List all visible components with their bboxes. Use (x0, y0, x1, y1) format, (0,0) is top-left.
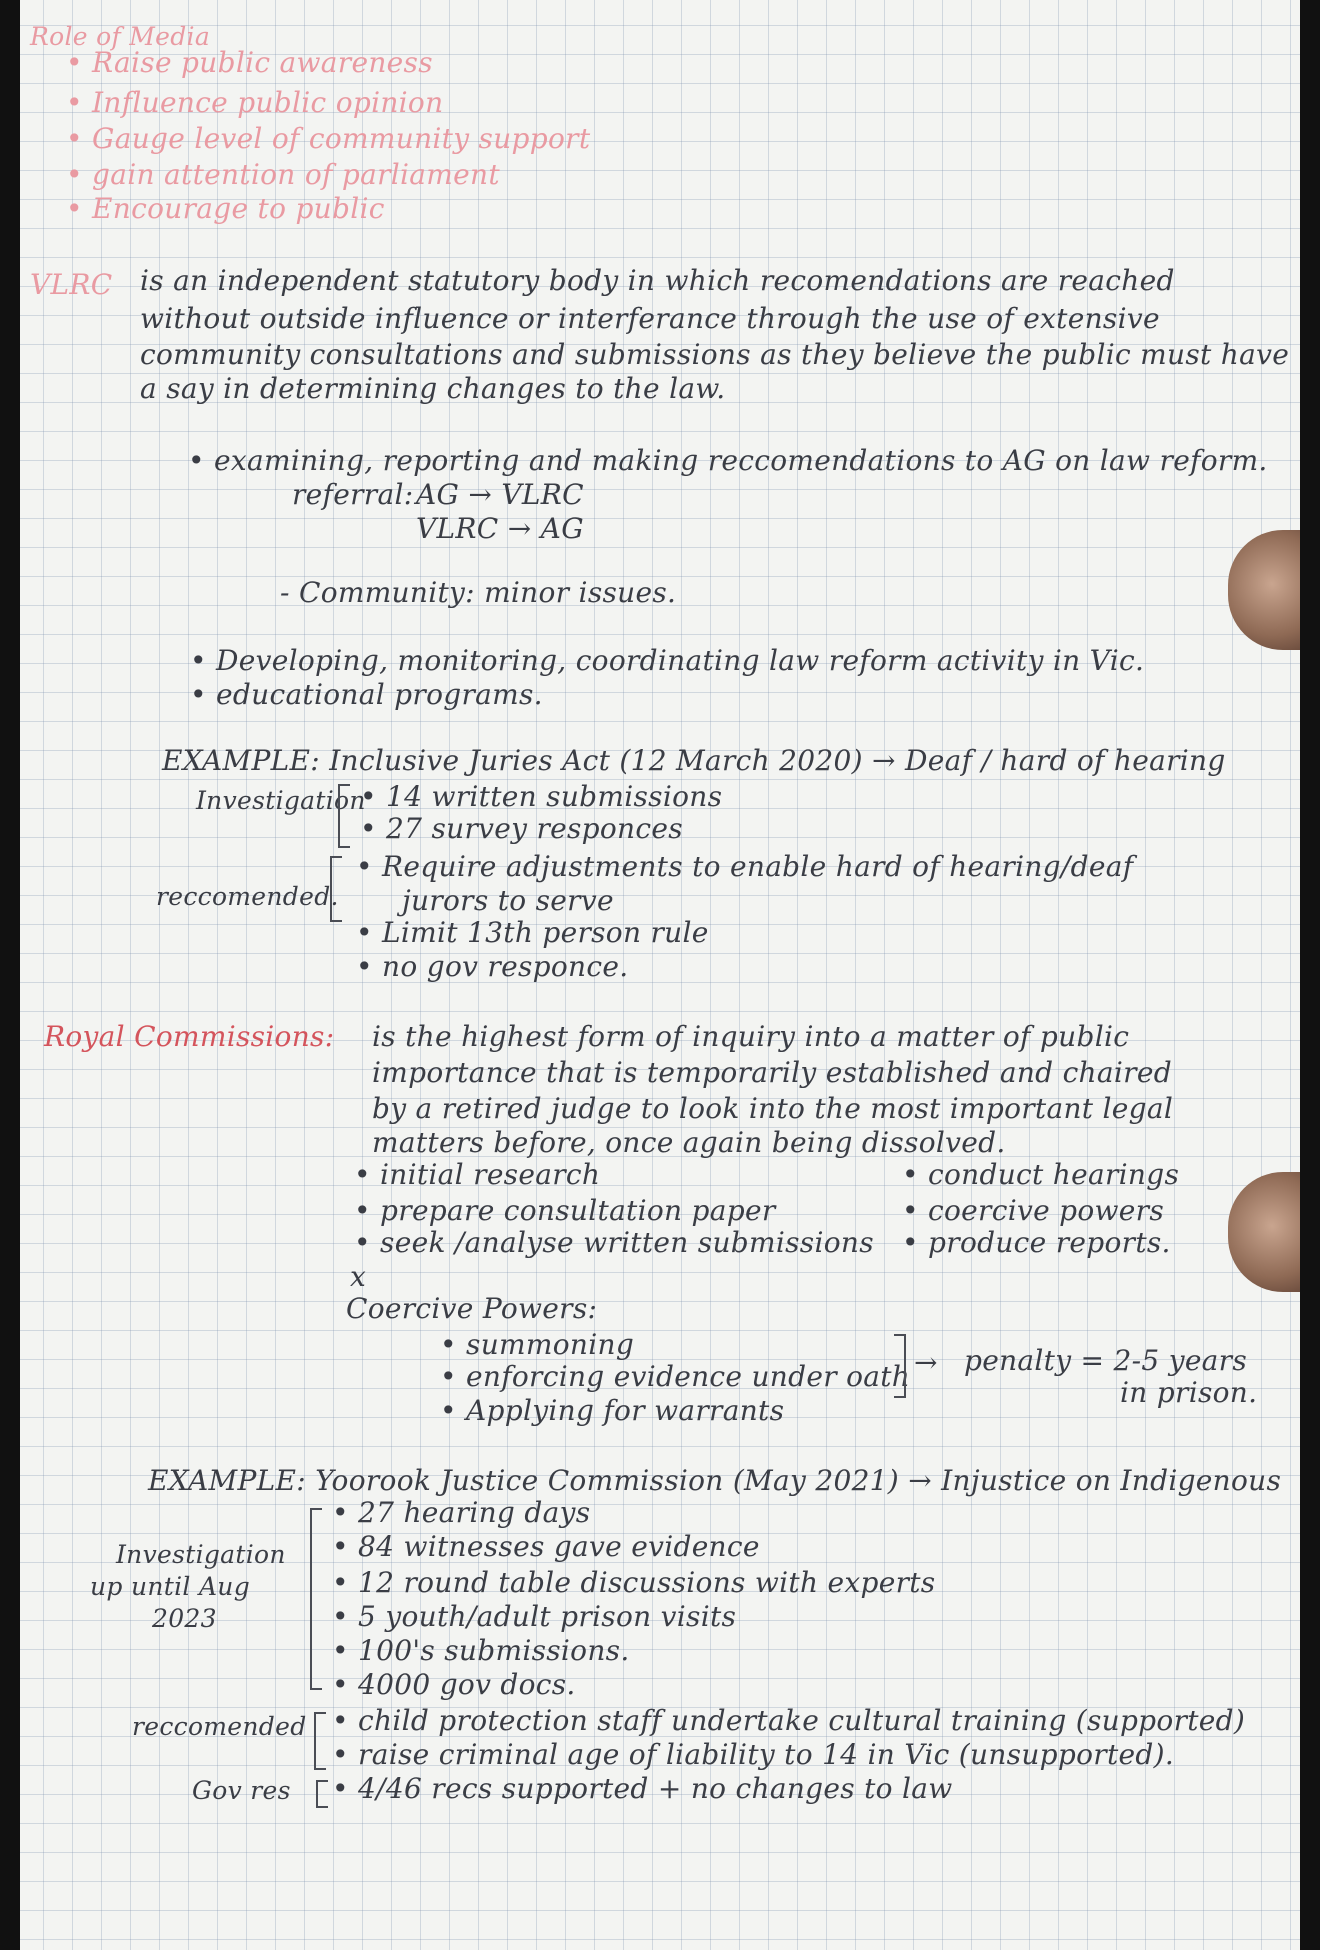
bracket (314, 1712, 326, 1770)
penalty-text: in prison. (1120, 1376, 1258, 1409)
recommended-item: • Require adjustments to enable hard of hearing/deaf (356, 852, 1133, 882)
gov-response-label: Gov res (192, 1776, 291, 1805)
recommended-item: • raise criminal age of liability to 14 in Vic (unsupported). (332, 1740, 1174, 1770)
investigation-item: • 100's submissions. (332, 1636, 630, 1666)
gov-response: • 4/46 recs supported + no changes to law (332, 1774, 953, 1804)
vlrc-role: • Developing, monitoring, coordinating law reform activity in Vic. (190, 646, 1144, 676)
media-item: • Raise public awareness (66, 48, 433, 78)
investigation-item: • 4000 gov docs. (332, 1670, 576, 1700)
example-title: Inclusive Juries Act (12 March 2020) → Deaf / hard of hearing (329, 744, 1226, 777)
process-step: • produce reports. (902, 1228, 1171, 1258)
investigation-item: • 12 round table discussions with experts (332, 1568, 935, 1598)
bracket (894, 1334, 906, 1398)
gov-response: • no gov responce. (356, 952, 628, 982)
media-item: • Encourage to public (66, 194, 385, 224)
penalty-text: penalty = 2-5 years (964, 1344, 1248, 1377)
bracket (316, 1780, 328, 1808)
royal-definition-line: is the highest form of inquiry into a matter of public (372, 1020, 1130, 1053)
example-label: EXAMPLE: (148, 1464, 306, 1497)
vlrc-role: • examining, reporting and making reccomendations to AG on law reform. (188, 446, 1268, 476)
coercive-power: • summoning (440, 1330, 634, 1360)
royal-definition-line: by a retired judge to look into the most important legal (372, 1092, 1174, 1125)
example-title: Yoorook Justice Commission (May 2021) → Injustice on Indigenous (315, 1464, 1282, 1497)
community-text: Community: minor issues. (298, 576, 677, 609)
example-label: EXAMPLE: (162, 744, 320, 777)
royal-definition-line: importance that is temporarily established and chaired (372, 1056, 1172, 1089)
recommended-item: • Limit 13th person rule (356, 918, 709, 948)
investigation-label: Investigation (196, 786, 366, 815)
example-heading (148, 1466, 1281, 1496)
royal-definition-line: matters before, once again being dissolved. (372, 1126, 1006, 1159)
bracket (330, 856, 342, 922)
stray-mark: x (350, 1260, 367, 1293)
process-step: • conduct hearings (902, 1160, 1179, 1190)
investigation-item: • 84 witnesses gave evidence (332, 1532, 760, 1562)
vlrc-definition-line: without outside influence or interferance through the use of extensive (140, 302, 1160, 335)
recommended-item: • child protection staff undertake cultural training (supported) (332, 1706, 1245, 1736)
investigation-label: Investigation (116, 1540, 286, 1569)
referral-direction: VLRC → AG (416, 512, 584, 545)
investigation-item: • 27 hearing days (332, 1498, 590, 1528)
media-item: • gain attention of parliament (66, 160, 500, 190)
investigation-item: • 27 survey responces (360, 814, 683, 844)
finger-shadow (1228, 1172, 1300, 1292)
investigation-item: • 14 written submissions (360, 782, 722, 812)
process-step: • seek /analyse written submissions (354, 1228, 874, 1258)
referral-direction: AG → VLRC (416, 478, 584, 511)
recommended-label: reccomended (132, 1712, 307, 1741)
coercive-title: Coercive Powers: (346, 1292, 598, 1325)
investigation-item: • 5 youth/adult prison visits (332, 1602, 736, 1632)
media-item: • Influence public opinion (66, 88, 443, 118)
bracket (338, 784, 350, 848)
finger-shadow (1228, 530, 1300, 650)
process-step: • initial research (354, 1160, 600, 1190)
recommended-item-cont: jurors to serve (402, 884, 614, 917)
process-step: • prepare consultation paper (354, 1196, 776, 1226)
vlrc-role: • educational programs. (190, 680, 543, 710)
investigation-label: up until Aug (90, 1572, 250, 1601)
arrow: → (914, 1346, 938, 1379)
vlrc-definition-line: community consultations and submissions as they believe the public must have (140, 338, 1290, 371)
investigation-label: 2023 (152, 1604, 217, 1633)
media-title: Role of Media (30, 22, 211, 51)
vlrc-definition-line: a say in determining changes to the law. (140, 372, 726, 405)
royal-label: Royal Commissions: (44, 1020, 335, 1053)
coercive-power: • enforcing evidence under oath (440, 1362, 910, 1392)
recommended-label: reccomended. (156, 882, 339, 911)
community-referral: - Community: minor issues. (280, 576, 677, 609)
vlrc-label: VLRC (30, 268, 113, 301)
referral-label: referral: (292, 478, 414, 511)
media-item: • Gauge level of community support (66, 124, 590, 154)
vlrc-definition-line: is an independent statutory body in which recomendations are reached (140, 264, 1175, 297)
notebook-page (20, 0, 1300, 1950)
bracket (310, 1508, 322, 1690)
example-heading (162, 746, 1226, 776)
coercive-power: • Applying for warrants (440, 1396, 784, 1426)
process-step: • coercive powers (902, 1196, 1164, 1226)
